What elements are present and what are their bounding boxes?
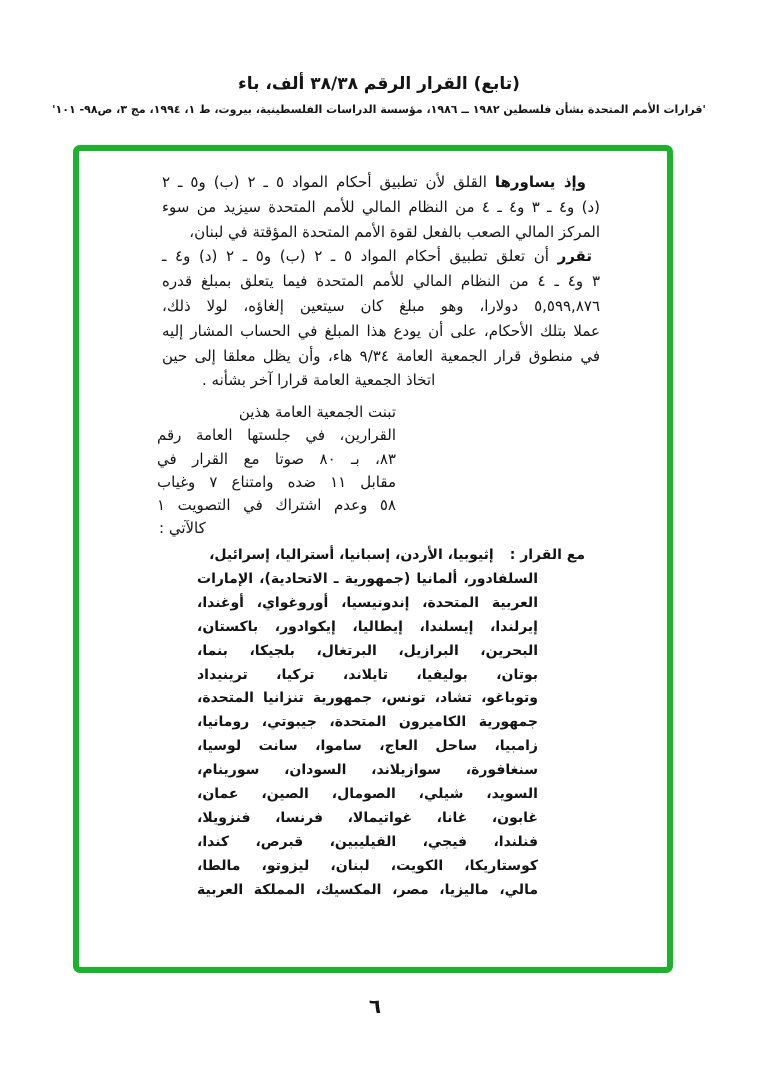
text-line: ٨٣، بـ ٨٠ صوتا مع القرار في	[157, 449, 396, 468]
text-line: كالآتي :	[159, 519, 206, 538]
text-line: عملا بتلك الأحكام، على أن يودع هذا المبلغ في الحساب المشار إليه	[162, 321, 600, 340]
country-list-line: البحرين، البرازيل، البرتغال، بلجيكا، بنما،	[197, 642, 538, 659]
text-line: القرارين، في جلستها العامة رقم	[157, 426, 396, 445]
text-line: اتخاذ الجمعية العامة قرارا آخر بشأنه .	[202, 371, 436, 390]
source-citation: 'قرارات الأمم المتحدة بشأن فلسطين ١٩٨٢ ــ ١٩٨٦، مؤسسة الدراسات الفلسطينية، بيروت، ط ١، ١٩٩٤، مج ٣، ص٩٨- ١٠١'	[52, 103, 706, 116]
preamble-lead: وإذ يساورها	[494, 173, 587, 191]
country-list-line: السلفادور، ألمانيا (جمهورية ـ الاتحادية)، الإمارات	[197, 570, 538, 587]
text-run: القلق لأن تطبيق أحكام المواد ٥ ـ ٢ (ب) و٥ ـ ٢	[162, 173, 495, 191]
country-list-line: إثيوبيا، الأردن، إسبانيا، أستراليا، إسرائيل،	[209, 547, 494, 563]
adoption-note	[157, 401, 396, 541]
country-list-line: كوستاريكا، الكويت، لبنان، ليزوتو، مالطا،	[197, 857, 538, 874]
country-list-line: السويد، شيلي، الصومال، الصين، عمان،	[197, 786, 538, 803]
text-run: أن تعلق تطبيق أحكام المواد ٥ ـ ٢ (ب) و٥ ـ ٢ (د) و٤ ـ	[162, 247, 558, 266]
text-line: في منطوق قرار الجمعية العامة ٩/٣٤ هاء، وأن يظل معلقا إلى حين	[162, 346, 600, 365]
text-line: مقابل ١١ ضده وامتناع ٧ وغياب	[157, 472, 397, 491]
operative-lead: تقرر	[557, 247, 592, 266]
text-line: تبنت الجمعية العامة هذين	[238, 403, 396, 421]
country-list-line: غابون، غانا، غواتيمالا، فرنسا، فنزويلا،	[197, 809, 538, 826]
text-line: ٥,٥٩٩,٨٧٦ دولارا، وهو مبلغ كان سيتعين إلغاؤه، لولا ذلك،	[162, 296, 600, 315]
text-line	[162, 170, 600, 195]
text-line: (د) و٤ ـ ٣ و٤ ـ ٤ من النظام المالي للأمم المتحدة سيزيد من سوء	[162, 197, 600, 216]
country-list-line: فنلندا، فيجي، الفيليبين، قبرص، كندا،	[197, 833, 538, 850]
voting-record	[197, 544, 585, 903]
country-list-line: مالي، ماليزيا، مصر، المكسيك، المملكة العربية	[197, 881, 538, 898]
text-line	[197, 544, 585, 568]
country-list-line: بوتان، بوليفيا، تايلاند، تركيا، ترينيداد	[197, 666, 538, 683]
page-number: ٦	[368, 994, 382, 1018]
country-list-line: إيرلندا، إيسلندا، إيطاليا، إيكوادور، باكستان،	[197, 618, 538, 635]
page-title: (تابع) القرار الرقم ٣٨/٣٨ ألف، باء	[238, 74, 520, 94]
preamble-paragraph	[162, 170, 600, 393]
text-line: ٥٨ وعدم اشتراك في التصويت ١	[157, 496, 396, 515]
text-line	[162, 244, 600, 269]
country-list-line: سنغافورة، سوازيلاند، السودان، سورينام،	[197, 762, 538, 779]
text-line: المركز المالي الصعب بالفعل لقوة الأمم المتحدة المؤقتة في لبنان،	[189, 222, 600, 241]
country-list-line: وتوباغو، تشاد، تونس، جمهورية تنزانيا المتحدة،	[197, 690, 538, 707]
country-list-line: زامبيا، ساحل العاج، ساموا، سانت لوسيا،	[197, 738, 538, 755]
with-vote-label: مع القرار :	[509, 547, 585, 563]
country-list-line: جمهورية الكاميرون المتحدة، جيبوتي، رومانيا،	[197, 714, 538, 731]
country-list-line: العربية المتحدة، إندونيسيا، أوروغواي، أوغندا،	[197, 594, 538, 611]
text-line: ٣ و٤ ـ ٤ من النظام المالي للأمم المتحدة فيما يتعلق بمبلغ قدره	[162, 272, 600, 291]
